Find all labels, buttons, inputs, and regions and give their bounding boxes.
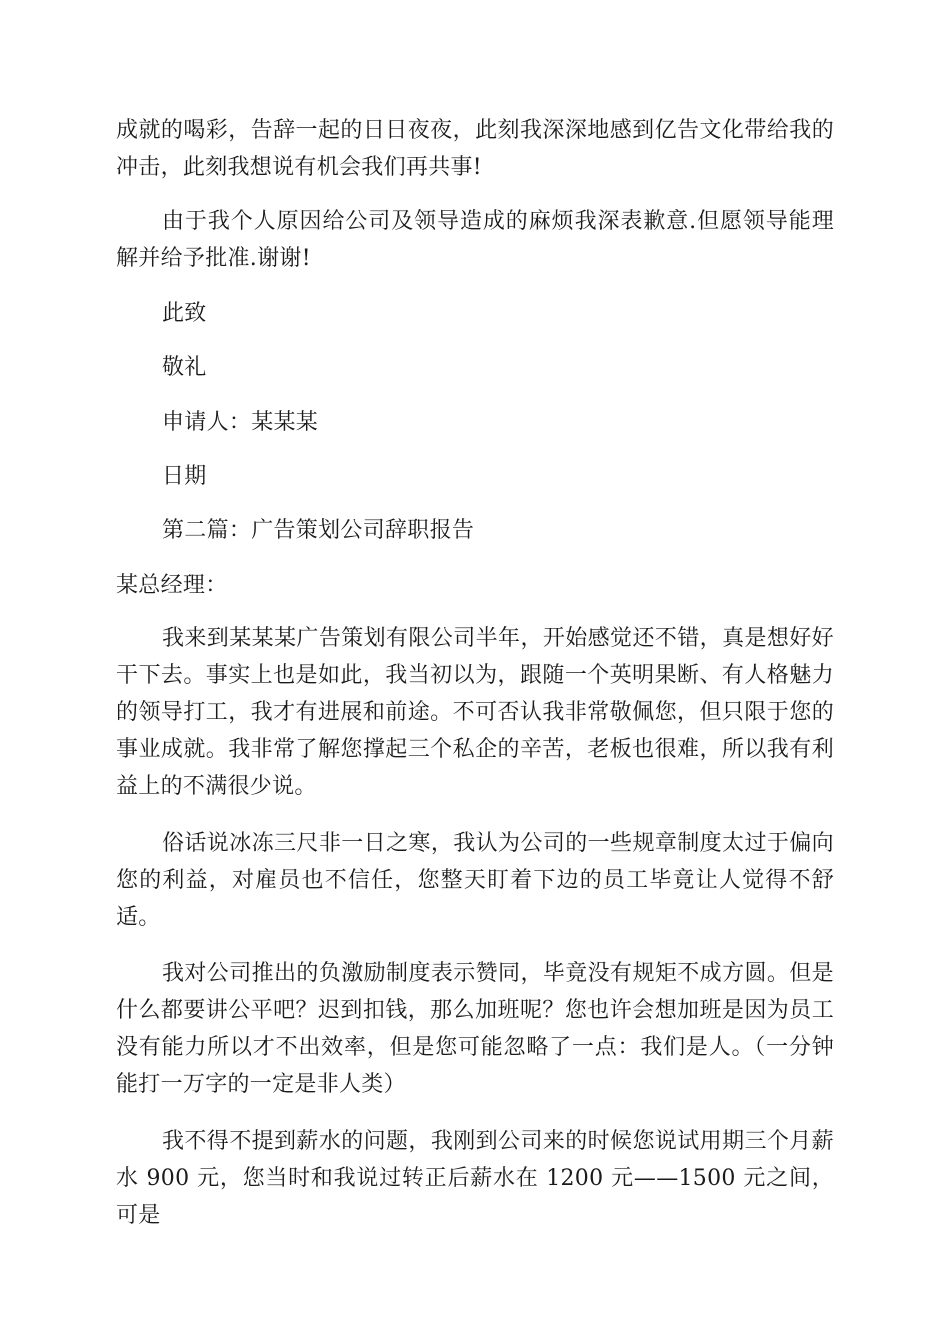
applicant-line: 申请人：某某某 — [162, 410, 319, 435]
salutation: 某总经理： — [116, 573, 228, 598]
paragraph-continuation: 成就的喝彩，告辞一起的日日夜夜，此刻我深深地感到亿告文化带给我的冲击，此刻我想说有机会我们再共事! — [116, 118, 834, 180]
paragraph-salary: 我不得不提到薪水的问题，我刚到公司来的时候您说试用期三个月薪水 900 元，您当时和我说过转正后薪水在 1200 元——1500 元之间，可是 — [116, 1129, 834, 1228]
paragraph-intro: 我来到某某某广告策划有限公司半年，开始感觉还不错，真是想好好干下去。事实上也是如此，我当初以为，跟随一个英明果断、有人格魅力的领导打工，我才有进展和前途。不可否认我非常敬佩您，但只限于您的事业成就。我非常了解您撑起三个私企的辛苦，老板也很难，所以我有利益上的不满很少说。 — [116, 626, 834, 799]
paragraph-incentive: 我对公司推出的负激励制度表示赞同，毕竟没有规矩不成方圆。但是什么都要讲公平吧？迟到扣钱，那么加班呢？您也许会想加班是因为员工没有能力所以才不出效率，但是您可能忽略了一点：我们是人。（一分钟能打一万字的一定是非人类） — [116, 961, 834, 1097]
closing-line-2: 敬礼 — [162, 355, 207, 380]
section-title: 第二篇：广告策划公司辞职报告 — [162, 518, 475, 543]
closing-line-1: 此致 — [162, 301, 207, 326]
paragraph-apology: 由于我个人原因给公司及领导造成的麻烦我深表歉意.但愿领导能理解并给予批准.谢谢! — [116, 209, 834, 271]
paragraph-rules: 俗话说冰冻三尺非一日之寒，我认为公司的一些规章制度太过于偏向您的利益，对雇员也不信任，您整天盯着下边的员工毕竟让人觉得不舒适。 — [116, 831, 834, 930]
date-line: 日期 — [162, 464, 207, 489]
